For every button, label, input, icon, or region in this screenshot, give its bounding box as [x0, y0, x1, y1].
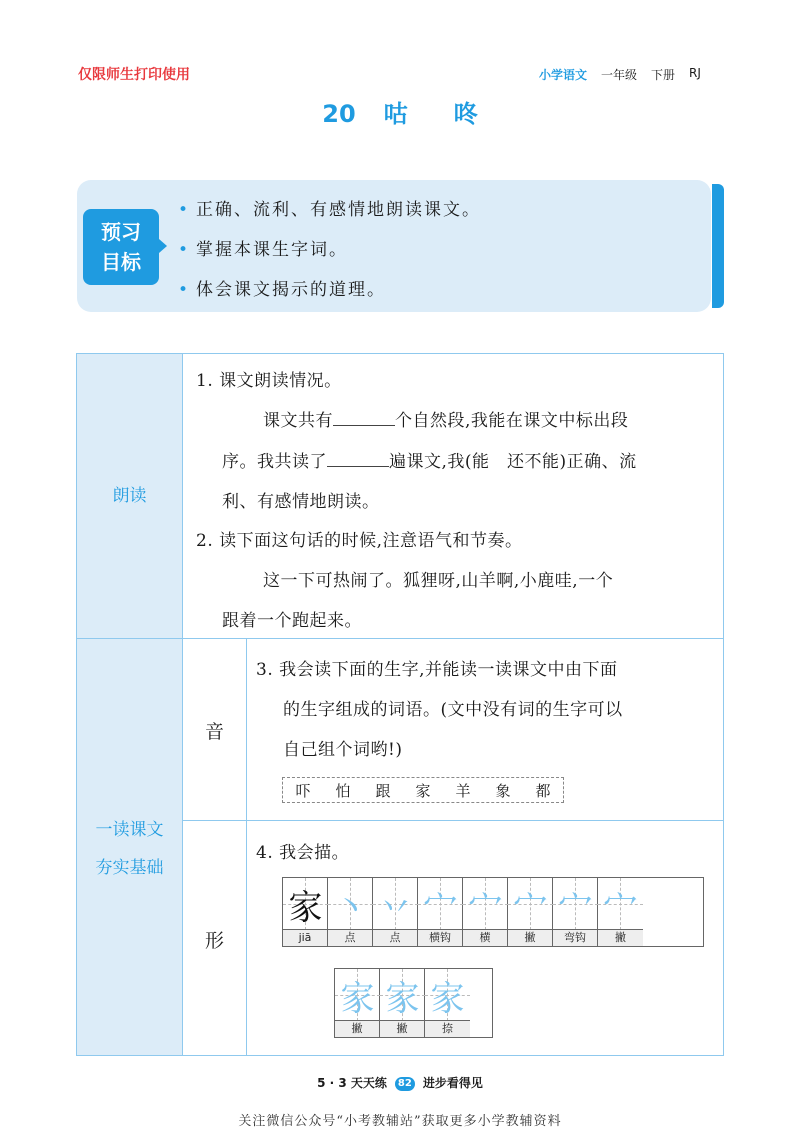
bullet-icon: •	[178, 280, 191, 300]
page-number: 82	[395, 1077, 415, 1091]
row-divider	[76, 638, 724, 639]
page-footer	[0, 1074, 800, 1091]
sub-label-sound: 音	[204, 721, 224, 743]
q2-title: 2. 读下面这句话的时候,注意语气和节奏。	[196, 531, 523, 551]
q2-line-1: 这一下可热闹了。狐狸呀,山羊啊,小鹿哇,一个	[263, 571, 614, 591]
stroke-cell[interactable]: 家 捺	[425, 969, 470, 1037]
q3-line-3: 自己组个词哟!)	[283, 740, 403, 760]
stroke-cell[interactable]: 丷 点	[373, 878, 418, 946]
goal-item: • 体会课文揭示的道理。	[178, 280, 387, 300]
character: 跟	[375, 781, 391, 800]
title-char-1: 咕	[383, 100, 408, 128]
subject-label: 小学语文	[539, 68, 588, 82]
q3-line-1: 3. 我会读下面的生字,并能读一读课文中由下面	[256, 660, 618, 680]
stroke-cell[interactable]: 宀 横钩	[418, 878, 463, 946]
character: 家	[415, 781, 431, 800]
grade-label: 一年级	[601, 68, 638, 82]
character: 怕	[335, 781, 351, 800]
stroke-cell[interactable]: 宀 撇	[598, 878, 643, 946]
goals-badge	[83, 209, 159, 285]
section-label-basics-2: 夯实基础	[95, 858, 164, 878]
sub-row-divider	[183, 820, 724, 821]
stroke-cell[interactable]: 宀 撇	[508, 878, 553, 946]
stroke-grid-row-1	[282, 877, 704, 947]
bottom-note: 关注微信公众号“小考教辅站”获取更多小学教辅资料	[238, 1114, 562, 1129]
goals-badge-line1: 预习	[101, 220, 141, 244]
goal-item: • 掌握本课生字词。	[178, 240, 349, 260]
answer-blank[interactable]	[333, 408, 395, 426]
q1-line-1: 课文共有 个自然段,我能在课文中标出段	[263, 406, 628, 431]
title-char-2: 咚	[453, 100, 478, 128]
q1-line-2: 序。我共读了 遍课文,我(能 还不能)正确、流	[222, 447, 637, 472]
stroke-cell[interactable]: 丶 点	[328, 878, 373, 946]
new-characters-box	[282, 777, 564, 803]
q1-line-3: 利、有感情地朗读。	[222, 492, 380, 512]
character: 象	[495, 781, 511, 800]
lesson-number: 20	[322, 100, 356, 128]
goals-badge-line2: 目标	[101, 250, 141, 274]
edition-label: RJ	[689, 66, 701, 80]
stroke-cell[interactable]: 宀 横	[463, 878, 508, 946]
q4-title: 4. 我会描。	[256, 843, 350, 863]
footer-slogan: 进步看得见	[422, 1076, 483, 1090]
character: 吓	[295, 781, 311, 800]
goal-item: • 正确、流利、有感情地朗读课文。	[178, 200, 482, 220]
q2-line-2: 跟着一个跑起来。	[222, 611, 362, 631]
goals-list	[178, 190, 481, 310]
stroke-grid-row-2	[334, 968, 493, 1038]
character: 羊	[455, 781, 471, 800]
book-info	[539, 66, 701, 83]
stroke-cell[interactable]: 家 jiā	[283, 878, 328, 946]
sub-column-divider	[246, 638, 247, 1056]
bullet-icon: •	[178, 200, 191, 220]
stroke-cell[interactable]: 家 撇	[335, 969, 380, 1037]
sub-label-shape: 形	[204, 930, 224, 952]
bullet-icon: •	[178, 240, 191, 260]
footer-brand: 5 · 3 天天练	[317, 1076, 387, 1090]
q3-line-2: 的生字组成的词语。(文中没有词的生字可以	[283, 700, 623, 720]
goals-tab-decoration	[712, 184, 724, 308]
answer-blank[interactable]	[327, 449, 389, 467]
stroke-cell[interactable]: 宀 弯钩	[553, 878, 598, 946]
q1-title: 1. 课文朗读情况。	[196, 371, 342, 391]
volume-label: 下册	[651, 68, 676, 82]
section-label-basics-1: 一读课文	[95, 820, 164, 840]
section-label-reading: 朗读	[112, 486, 147, 506]
character: 都	[535, 781, 551, 800]
print-notice: 仅限师生打印使用	[78, 67, 190, 83]
stroke-cell[interactable]: 家 撇	[380, 969, 425, 1037]
lesson-title	[0, 94, 800, 129]
